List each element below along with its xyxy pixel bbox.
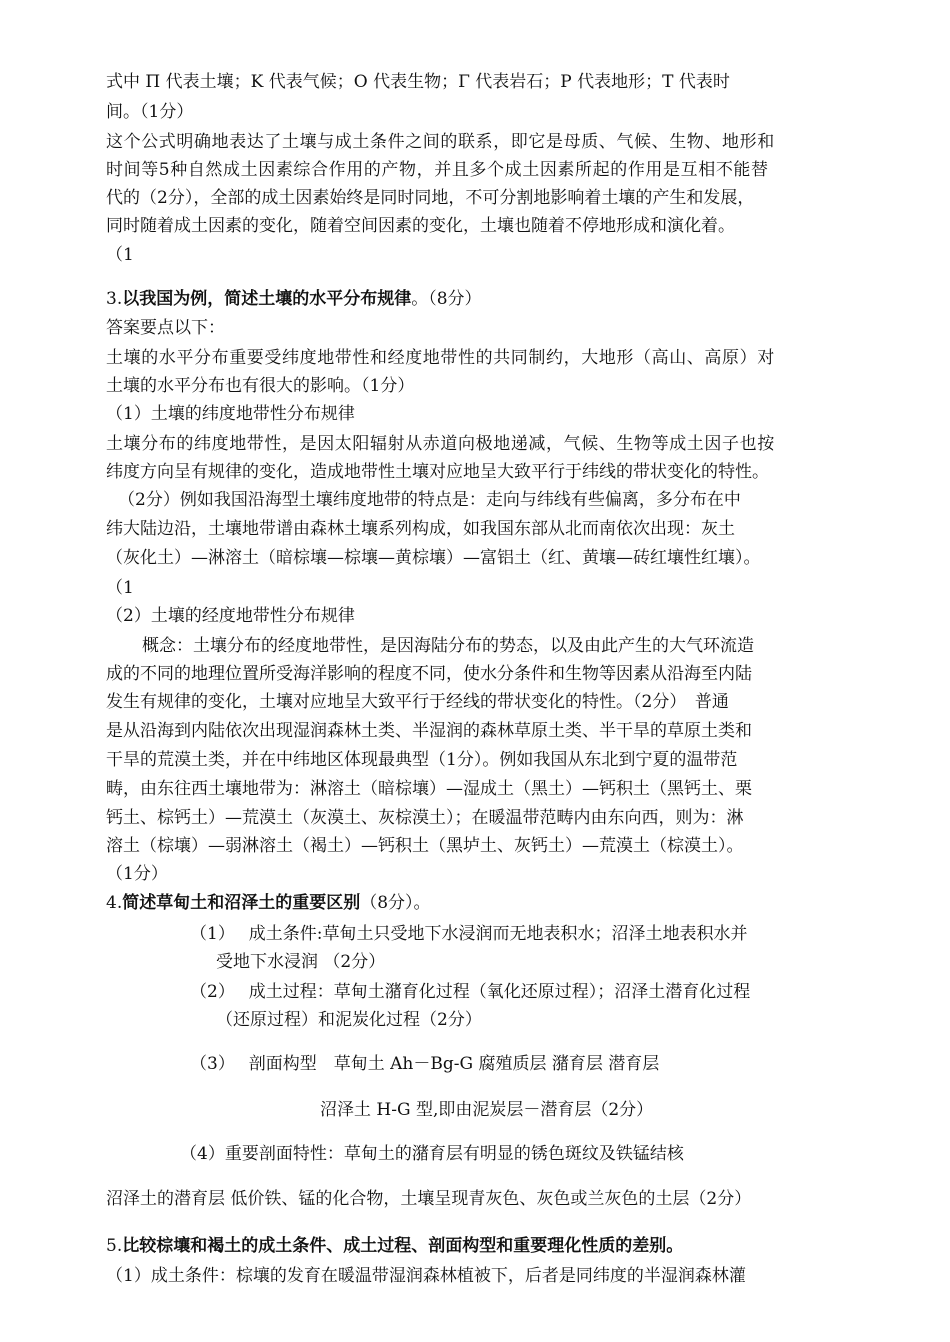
text-line: 钙土、棕钙土）—荒漠土（灰漠土、灰棕漠土）；在暖温带范畴内由东向西，则为：淋 bbox=[106, 808, 744, 828]
text-line: 成的不同的地理位置所受海洋影响的程度不同，使水分条件和生物等因素从沿海至内陆 bbox=[106, 664, 752, 684]
text-line: 溶土（棕壤）—弱淋溶土（褐土）—钙积土（黑垆土、灰钙土）—荒漠土（棕漠土）。 bbox=[106, 836, 744, 856]
text-line: 干旱的荒漠土类，并在中纬地区体现最典型（1分）。例如我国从东北到宁夏的温带范 bbox=[106, 750, 738, 770]
text-line: 答案要点以下： bbox=[106, 318, 225, 338]
text-line: 同时随着成土因素的变化，随着空间因素的变化，土壤也随着不停地形成和演化着。 bbox=[106, 216, 735, 236]
text-line: （1） 成土条件:草甸土只受地下水浸润而无地表积水；沼泽土地表积水并 bbox=[190, 924, 748, 944]
text-line: （1 bbox=[106, 245, 134, 265]
text-line: 间。（1分） bbox=[106, 102, 194, 122]
text-line: （3） 剖面构型 草甸土 Ah－Bg-G 腐殖质层 潴育层 潜育层 bbox=[190, 1054, 660, 1074]
text-line: （1 bbox=[106, 578, 134, 598]
question-4-heading bbox=[106, 891, 431, 915]
question-title: 简述草甸土和沼泽土的重要区别 bbox=[122, 893, 361, 913]
text-line: 是从沿海到内陆依次出现湿润森林土类、半湿润的森林草原土类、半干旱的草原土类和 bbox=[106, 721, 752, 741]
text-line: 受地下水浸润 （2分） bbox=[216, 952, 386, 972]
text-line: 纬度方向呈有规律的变化，造成地带性土壤对应地呈大致平行于纬线的带状变化的特性。 bbox=[106, 462, 769, 482]
text-line: 时间等5种自然成土因素综合作用的产物，并且多个成土因素所起的作用是互相不能替 bbox=[106, 160, 769, 180]
text-line: （灰化土）—淋溶土（暗棕壤—棕壤—黄棕壤）—富铝土（红、黄壤—砖红壤性红壤）。 bbox=[106, 548, 761, 568]
text-line: 纬大陆边沿，土壤地带谱由森林土壤系列构成，如我国东部从北而南依次出现：灰土 bbox=[106, 519, 735, 539]
text-line: （1）土壤的纬度地带性分布规律 bbox=[106, 404, 355, 424]
question-score: 。（8分） bbox=[411, 289, 482, 309]
text-line: （2分）例如我国沿海型土壤纬度地带的特点是：走向与纬线有些偏离，多分布在中 bbox=[118, 490, 741, 510]
text-line: （4）重要剖面特性：草甸土的潴育层有明显的锈色斑纹及铁锰结核 bbox=[180, 1144, 684, 1164]
text-line: （还原过程）和泥炭化过程（2分） bbox=[216, 1010, 482, 1030]
text-line: 这个公式明确地表达了土壤与成土条件之间的联系，即它是母质、气候、生物、地形和 bbox=[106, 132, 775, 152]
text-line: 土壤的水平分布也有很大的影响。（1分） bbox=[106, 376, 415, 396]
text-line: 土壤分布的纬度地带性，是因太阳辐射从赤道向极地递减，气候、生物等成土因子也按 bbox=[106, 434, 775, 454]
text-line: （2）土壤的经度地带性分布规律 bbox=[106, 606, 355, 626]
text-line: 土壤的水平分布重要受纬度地带性和经度地带性的共同制约，大地形（高山、高原）对 bbox=[106, 348, 775, 368]
text-line: （2） 成土过程：草甸土潴育化过程（氧化还原过程）；沼泽土潜育化过程 bbox=[190, 982, 751, 1002]
text-line: 沼泽土的潜育层 低价铁、锰的化合物，土壤呈现青灰色、灰色或兰灰色的土层（2分） bbox=[106, 1189, 752, 1209]
text-line: 沼泽土 H-G 型,即由泥炭层－潜育层（2分） bbox=[320, 1100, 654, 1120]
question-title: 以我国为例，简述土壤的水平分布规律 bbox=[122, 289, 412, 309]
question-number: 5. bbox=[106, 1236, 123, 1256]
text-line: 概念：土壤分布的经度地带性，是因海陆分布的势态，以及由此产生的大气环流造 bbox=[142, 636, 754, 656]
text-line: （1）成土条件：棕壤的发育在暖温带湿润森林植被下，后者是同纬度的半湿润森林灌 bbox=[106, 1266, 746, 1286]
question-3-heading bbox=[106, 287, 482, 311]
question-number: 3. bbox=[106, 289, 123, 309]
text-line: 代的（2分），全部的成土因素始终是同时同地，不可分割地影响着土壤的产生和发展， bbox=[106, 188, 755, 208]
text-line: （1分） bbox=[106, 864, 168, 884]
question-5-heading bbox=[106, 1234, 683, 1258]
question-number: 4. bbox=[106, 893, 123, 913]
text-line: 畴，由东往西土壤地带为：淋溶土（暗棕壤）—湿成土（黑土）—钙积土（黑钙土、栗 bbox=[106, 779, 752, 799]
question-score: （8分）。 bbox=[360, 893, 431, 913]
text-line: 发生有规律的变化，土壤对应地呈大致平行于经线的带状变化的特性。（2分） 普通 bbox=[106, 692, 729, 712]
text-line: 式中 Π 代表土壤；K 代表气候；O 代表生物；Γ 代表岩石；P 代表地形；T 代表时 bbox=[106, 72, 730, 92]
question-title: 比较棕壤和褐土的成土条件、成土过程、剖面构型和重要理化性质的差别。 bbox=[122, 1236, 684, 1256]
